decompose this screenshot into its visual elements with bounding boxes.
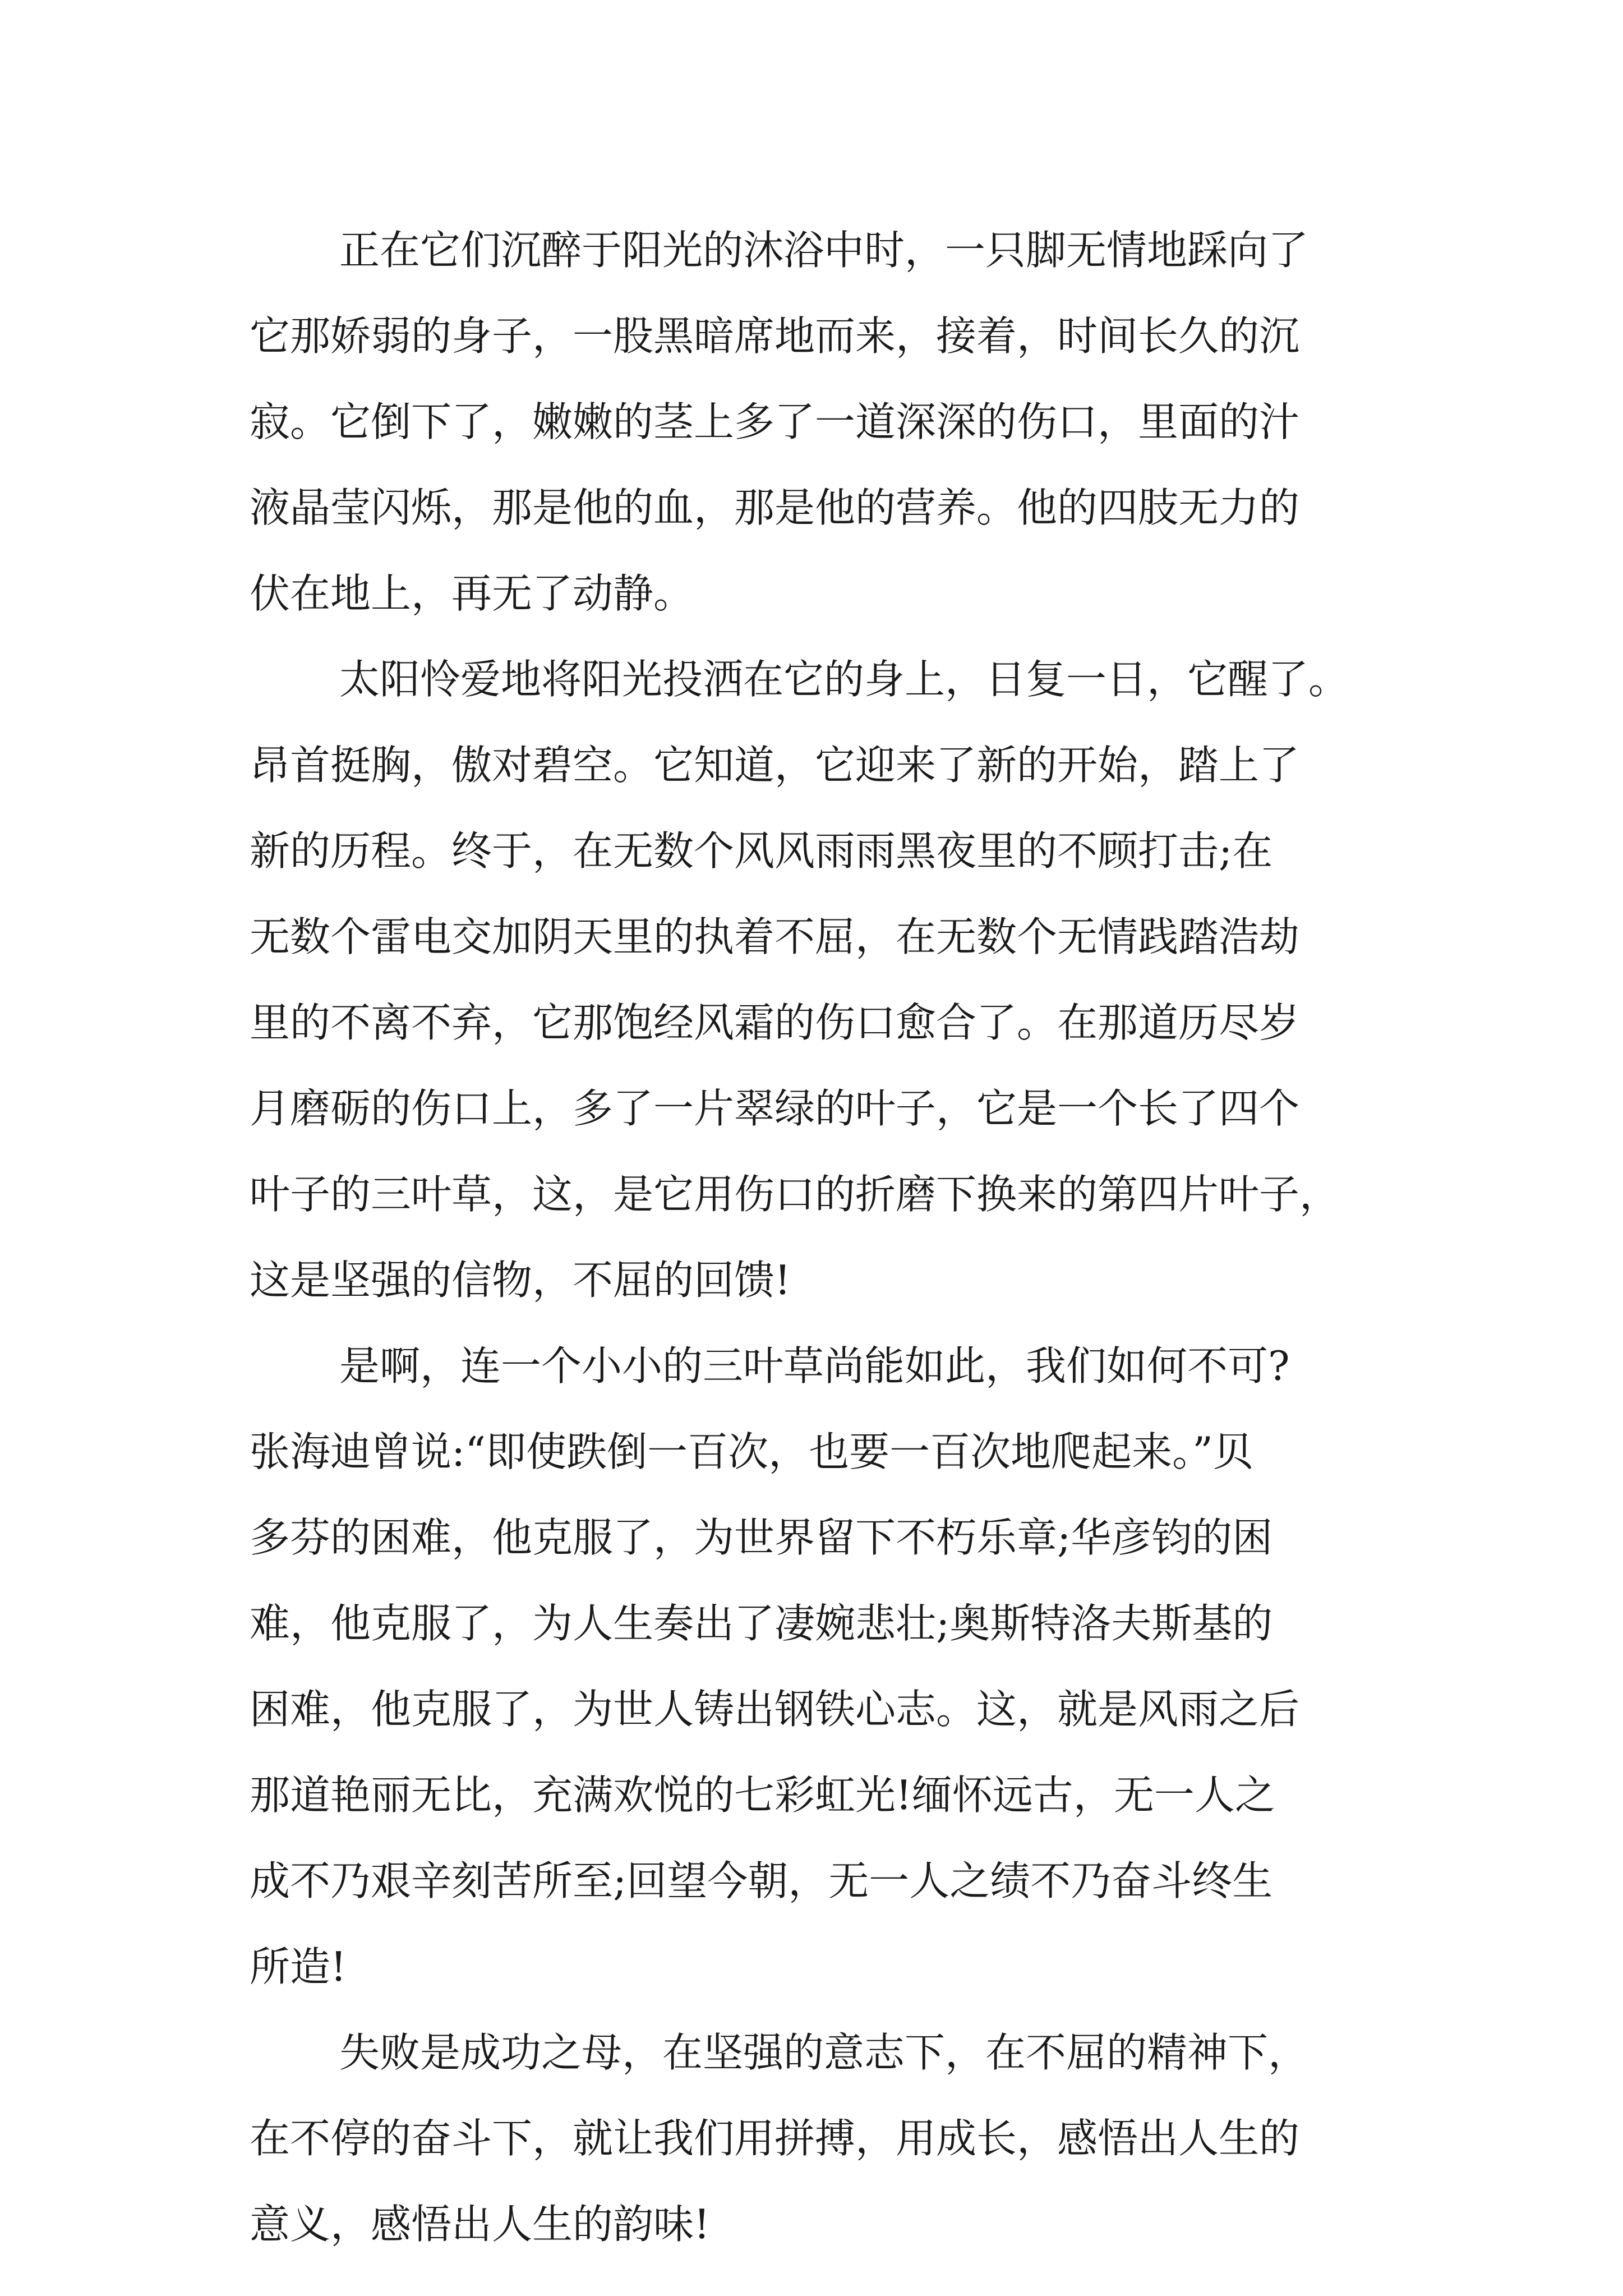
- text-line: 伏在地上，再无了动静。: [250, 570, 694, 617]
- text-line: 无数个雷电交加阴天里的执着不屈，在无数个无情践踏浩劫: [250, 913, 1300, 960]
- text-line: 新的历程。终于，在无数个风风雨雨黑夜里的不顾打击;在: [250, 827, 1273, 875]
- text-line: 难，他克服了，为人生奏出了凄婉悲壮;奥斯特洛夫斯基的: [250, 1600, 1273, 1647]
- text-line: 昂首挺胸，傲对碧空。它知道，它迎来了新的开始，踏上了: [250, 742, 1300, 789]
- paragraph-4: [250, 2010, 1377, 2267]
- paragraph-1: [250, 208, 1377, 637]
- text-line: 在不停的奋斗下，就让我们用拼搏，用成长，感悟出人生的: [250, 2115, 1300, 2162]
- document-body: [250, 208, 1377, 2267]
- text-line: 那道艳丽无比，充满欢悦的七彩虹光!缅怀远古，无一人之: [250, 1772, 1275, 1819]
- text-line: 太阳怜爱地将阳光投洒在它的身上，日复一日，它醒了。: [339, 656, 1349, 703]
- text-line: 正在它们沉醉于阳光的沐浴中时，一只脚无情地踩向了: [339, 227, 1309, 274]
- text-line: 这是坚强的信物，不屈的回馈!: [250, 1257, 791, 1304]
- text-line: 失败是成功之母，在坚强的意志下，在不屈的精神下，: [339, 2029, 1309, 2076]
- text-line: 意义，感悟出人生的韵味!: [250, 2201, 710, 2248]
- text-line: 张海迪曾说:“即使跌倒一百次，也要一百次地爬起来。”贝: [250, 1428, 1253, 1475]
- text-line: 月磨砺的伤口上，多了一片翠绿的叶子，它是一个长了四个: [250, 1085, 1300, 1132]
- paragraph-2: [250, 637, 1377, 1323]
- text-line: 成不乃艰辛刻苦所至;回望今朝，无一人之绩不乃奋斗终生: [250, 1857, 1273, 1904]
- text-line: 多芬的困难，他克服了，为世界留下不朽乐章;华彦钧的困: [250, 1514, 1273, 1561]
- text-line: 它那娇弱的身子，一股黑暗席地而来，接着，时间长久的沉: [250, 312, 1300, 360]
- text-line: 液晶莹闪烁，那是他的血，那是他的营养。他的四肢无力的: [250, 484, 1300, 531]
- paragraph-3: [250, 1323, 1377, 2010]
- text-line: 困难，他克服了，为世人铸出钢铁心志。这，就是风雨之后: [250, 1686, 1300, 1733]
- text-line: 里的不离不弃，它那饱经风霜的伤口愈合了。在那道历尽岁: [250, 999, 1300, 1046]
- text-line: 是啊，连一个小小的三叶草尚能如此，我们如何不可?: [339, 1342, 1290, 1389]
- text-line: 所造!: [250, 1943, 347, 1990]
- text-line: 叶子的三叶草，这，是它用伤口的折磨下换来的第四片叶子，: [250, 1171, 1340, 1218]
- text-line: 寂。它倒下了，嫩嫩的茎上多了一道深深的伤口，里面的汁: [250, 398, 1300, 445]
